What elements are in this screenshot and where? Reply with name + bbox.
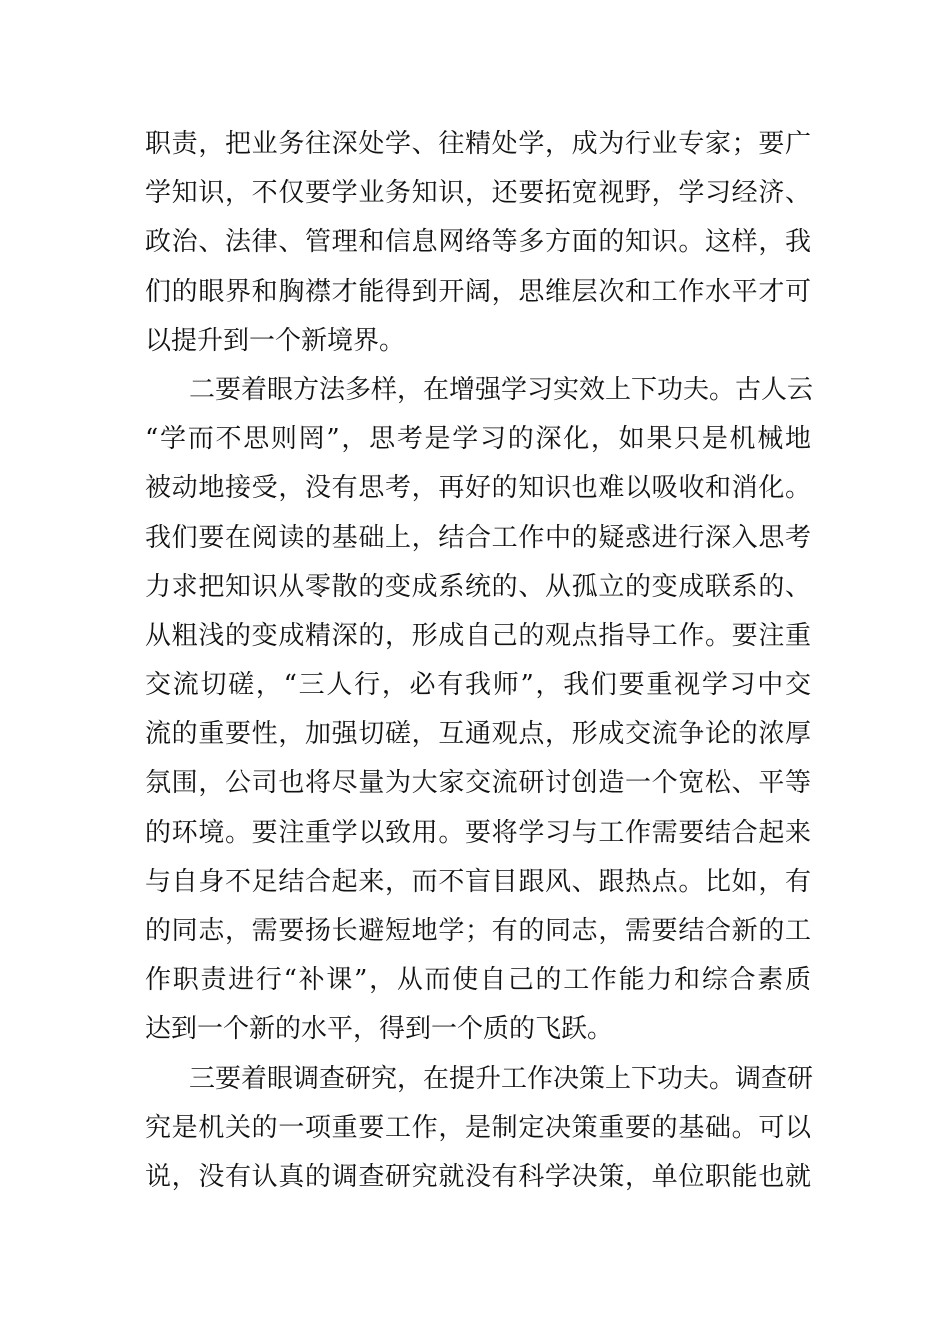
text-line: 氛围，公司也将尽量为大家交流研讨创造一个宽松、平等 — [145, 768, 811, 799]
paragraph-start-line: 二要着眼方法多样，在增强学习实效上下功夫。古人云 — [189, 374, 814, 405]
text-line: 被动地接受，没有思考，再好的知识也难以吸收和消化。 — [145, 473, 811, 504]
text-line: 政治、法律、管理和信息网络等多方面的知识。这样，我 — [145, 227, 811, 258]
text-line: 作职责进行“补课”，从而使自己的工作能力和综合素质 — [145, 965, 811, 996]
text-line: 说，没有认真的调查研究就没有科学决策，单位职能也就 — [145, 1161, 811, 1192]
body-text — [145, 120, 814, 1202]
text-line: 的同志，需要扬长避短地学；有的同志，需要结合新的工 — [145, 916, 811, 946]
text-line: 们的眼界和胸襟才能得到开阔，思维层次和工作水平才可 — [145, 276, 811, 307]
text-line: 究是机关的一项重要工作，是制定决策重要的基础。可以 — [145, 1112, 811, 1143]
text-line: 学知识，不仅要学业务知识，还要拓宽视野，学习经济、 — [145, 178, 811, 209]
text-line: 力求把知识从零散的变成系统的、从孤立的变成联系的、 — [145, 571, 811, 602]
text-line: 以提升到一个新境界。 — [145, 325, 406, 356]
text-line: 我们要在阅读的基础上，结合工作中的疑惑进行深入思考 — [145, 522, 811, 553]
text-line: “学而不思则罔”，思考是学习的深化，如果只是机械地 — [145, 424, 811, 455]
paragraph-start-line: 三要着眼调查研究，在提升工作决策上下功夫。调查研 — [189, 1063, 814, 1094]
text-line: 与自身不足结合起来，而不盲目跟风、跟热点。比如，有 — [145, 866, 811, 897]
text-line: 职责，把业务往深处学、往精处学，成为行业专家；要广 — [145, 129, 811, 159]
text-line: 交流切磋，“三人行，必有我师”，我们要重视学习中交 — [145, 670, 811, 701]
text-line: 从粗浅的变成精深的，形成自己的观点指导工作。要注重 — [145, 620, 811, 651]
text-line: 流的重要性，加强切磋，互通观点，形成交流争论的浓厚 — [145, 719, 811, 750]
text-line: 的环境。要注重学以致用。要将学习与工作需要结合起来 — [145, 817, 811, 848]
text-line: 达到一个新的水平，得到一个质的飞跃。 — [145, 1014, 614, 1045]
